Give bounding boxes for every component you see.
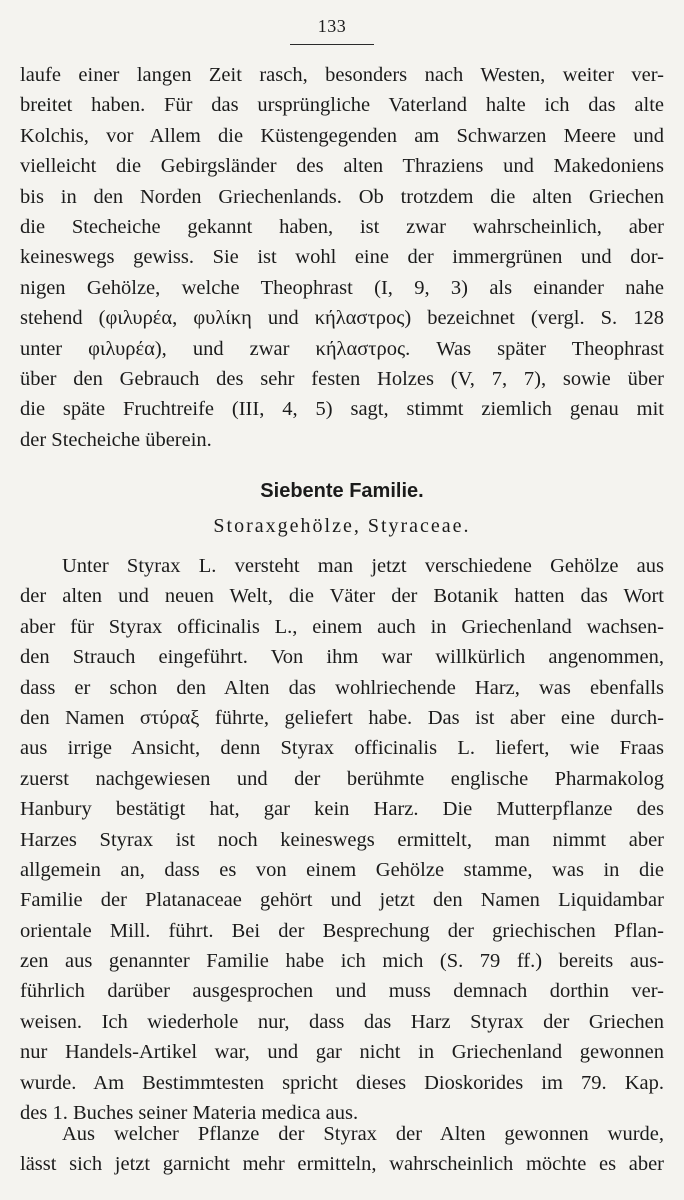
text-line: unter φιλυρέα), und zwar κήλαστρος. Was später Theophrast xyxy=(20,337,664,360)
text-line: die Stecheiche gekannt haben, ist zwar wahrscheinlich, aber xyxy=(20,215,664,238)
family-title: Siebente Familie. xyxy=(260,480,424,502)
text-line: orientale Mill. führt. Bei der Besprechung der griechischen Pflan- xyxy=(20,919,664,942)
text-line: der alten und neuen Welt, die Väter der Botanik hatten das Wort xyxy=(20,585,664,608)
text-line: Kolchis, vor Allem die Küstengegenden am Schwarzen Meere und xyxy=(20,124,664,147)
text-line: den Strauch eingeführt. Von ihm war willkürlich angenommen, xyxy=(20,646,664,669)
header-rule xyxy=(290,44,374,45)
text-line: Harzes Styrax ist noch keineswegs ermittelt, man nimmt aber xyxy=(20,828,664,851)
paragraph-origin xyxy=(20,1119,664,1180)
text-line: den Namen στύραξ führte, geliefert habe. Das ist aber eine durch- xyxy=(20,706,664,729)
text-line: weisen. Ich wiederhole nur, dass das Harz Styrax der Griechen xyxy=(20,1010,664,1033)
paragraph-holly xyxy=(20,60,664,455)
text-line: aber für Styrax officinalis L., einem auch in Griechenland wachsen- xyxy=(20,615,664,638)
text-line: nur Handels-Artikel war, und gar nicht in Griechenland gewonnen xyxy=(20,1041,664,1064)
text-line: bis in den Norden Griechenlands. Ob trotzdem die alten Griechen xyxy=(20,185,664,208)
family-subtitle: Storaxgehölze, Styraceae. xyxy=(213,515,471,537)
text-line: zen aus genannter Familie habe ich mich (S. 79 ff.) bereits aus- xyxy=(20,950,664,973)
text-line: wurde. Am Bestimmtesten spricht dieses Dioskorides im 79. Kap. xyxy=(20,1071,664,1094)
text-line: des 1. Buches seiner Materia medica aus. xyxy=(20,1102,359,1125)
text-line: zuerst nachgewiesen und der berühmte englische Pharmakolog xyxy=(20,767,664,790)
text-line: Unter Styrax L. versteht man jetzt verschiedene Gehölze aus xyxy=(62,555,664,577)
text-line: Aus welcher Pflanze der Styrax der Alten gewonnen wurde, xyxy=(62,1123,664,1145)
text-line: nigen Gehölze, welche Theophrast (I, 9, 3) als einander nahe xyxy=(20,276,664,299)
text-line: führlich darüber ausgesprochen und muss demnach dorthin ver- xyxy=(20,980,664,1003)
text-line: über den Gebrauch des sehr festen Holzes (V, 7, 7), sowie über xyxy=(20,367,664,390)
page-number: 133 xyxy=(317,16,347,36)
text-line: der Stecheiche überein. xyxy=(20,428,212,451)
text-line: breitet haben. Für das ursprüngliche Vaterland halte ich das alte xyxy=(20,94,664,117)
text-line: aus irrige Ansicht, denn Styrax officinalis L. liefert, wie Fraas xyxy=(20,737,664,760)
text-line: laufe einer langen Zeit rasch, besonders nach Westen, weiter ver- xyxy=(20,64,664,86)
text-line: allgemein an, dass es von einem Gehölze stamme, was in die xyxy=(20,858,664,881)
text-line: dass er schon den Alten das wohlriechende Harz, was ebenfalls xyxy=(20,676,664,699)
text-line: Hanbury bestätigt hat, gar kein Harz. Die Mutterpflanze des xyxy=(20,798,664,821)
text-line: die späte Fruchtreife (III, 4, 5) sagt, stimmt ziemlich genau mit xyxy=(20,398,664,421)
text-line: lässt sich jetzt garnicht mehr ermitteln, wahrscheinlich möchte es aber xyxy=(20,1153,664,1176)
text-line: Familie der Platanaceae gehört und jetzt den Namen Liquidambar xyxy=(20,889,664,912)
text-line: keineswegs gewiss. Sie ist wohl eine der immergrünen und dor- xyxy=(20,246,664,269)
paragraph-styrax xyxy=(20,551,664,1128)
text-line: vielleicht die Gebirgsländer des alten Thraziens und Makedoniens xyxy=(20,155,664,178)
text-line: stehend (φιλυρέα, φυλίκη und κήλαστρος) bezeichnet (vergl. S. 128 xyxy=(20,307,664,330)
